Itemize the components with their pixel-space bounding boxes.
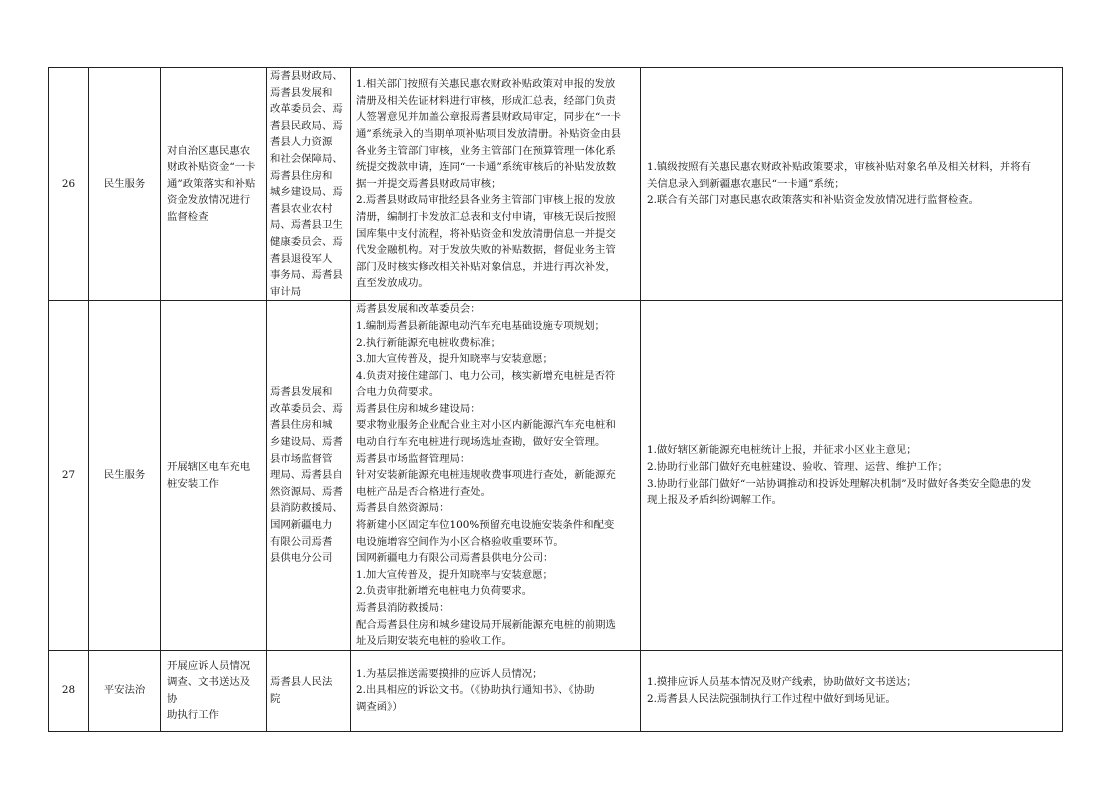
row-number: 27 [49,301,89,650]
row-town-duties: 1.镇级按照有关惠民惠农财政补贴政策要求，审核补贴对象名单及相关材料，并将有 关信息录入到新疆惠农惠民“一卡通”系统； 2.联合有关部门对惠民惠农政策落实和补贴资金发放情况进行监督检查。 [641,68,1063,301]
row-category: 民生服务 [89,68,161,301]
row-town-duties: 1.做好辖区新能源充电桩统计上报，并征求小区业主意见； 2.协助行业部门做好充电桩建设、验收、管理、运营、维护工作； 3.协助行业部门做好“一站协调推动和投诉处理解决机制”及时做好各类安全隐患的发 现上报及矛盾纠纷调解工作。 [641,301,1063,650]
row-county-duties: 焉耆县发展和改革委员会： 1.编制焉耆县新能源电动汽车充电基础设施专项规划； 2.执行新能源充电桩收费标准； 3.加大宣传普及，提升知晓率与安装意愿； 4.负责对接住建部门、电力公司，核实新增充电桩是否符 合电力负荷要求。 焉耆县住房和城乡建设局： 要求物业服务企业配合业主对小区内新能源汽车充电桩和 电动自行车充电桩进行现场选址查勘，做好安全管理。 焉耆县市场监督管理局： 针对安装新能源充电桩违规收费事项进行查处，新能源充 电桩产品是否合格进行查处。 焉耆县自然资源局： 将新建小区固定车位100%预留充电设施安装条件和配变 电设施增容空间作为小区合格验收重要环节。 国网新疆电力有限公司焉耆县供电分公司： 1.加大宣传普及，提升知晓率与安装意愿； 2.负责审批新增充电桩电力负荷要求。 焉耆县消防救援局： 配合焉耆县住房和城乡建设局开展新能源充电桩的前期选 址及后期安装充电桩的验收工作。 [351,301,641,650]
responsibility-table [48,67,1063,732]
table-row [49,301,1063,650]
row-departments: 焉耆县人民法 院 [267,650,351,731]
row-item: 开展应诉人员情况 调查、文书送达及协 助执行工作 [161,650,267,731]
row-county-duties: 1.相关部门按照有关惠民惠农财政补贴政策对申报的发放 清册及相关佐证材料进行审核，形成汇总表，经部门负责 人签署意见并加盖公章报焉耆县财政局审定，同步在“一卡 通”系统录入的当期单项补贴项目发放清册。补贴资金由县 各业务主管部门审核，业务主管部门在预算管理一体化系 统提交拨款申请，连同“一卡通”系统审核后的补贴发放数 据一并提交焉耆县财政局审核； 2.焉耆县财政局审批经县各业务主管部门审核上报的发放 清册，编制打卡发放汇总表和支付申请，审核无误后按照 国库集中支付流程，将补贴资金和发放清册信息一并提交 代发金融机构。对于发放失败的补贴数据，督促业务主管 部门及时核实修改相关补贴对象信息，并进行再次补发， 直至发放成功。 [351,68,641,301]
row-number: 26 [49,68,89,301]
row-item: 开展辖区电车充电 桩安装工作 [161,301,267,650]
row-departments: 焉耆县发展和 改革委员会、焉 耆县住房和城 乡建设局、焉耆 县市场监督管 理局、焉耆县自 然资源局、焉耆 县消防救援局、 国网新疆电力 有限公司焉耆 县供电分公司 [267,301,351,650]
table-row [49,650,1063,731]
table-row [49,68,1063,301]
row-category: 平安法治 [89,650,161,731]
row-town-duties: 1.摸排应诉人员基本情况及财产线索，协助做好文书送达； 2.焉耆县人民法院强制执行工作过程中做好到场见证。 [641,650,1063,731]
row-number: 28 [49,650,89,731]
row-category: 民生服务 [89,301,161,650]
row-county-duties: 1.为基层推送需要摸排的应诉人员情况； 2.出具相应的诉讼文书。（《协助执行通知书》、《协助 调查函》） [351,650,641,731]
row-departments: 焉耆县财政局、 焉耆县发展和 改革委员会、焉 耆县民政局、焉 耆县人力资源 和社会保障局、 焉耆县住房和 城乡建设局、焉 耆县农业农村 局、焉耆县卫生 健康委员会、焉 耆县退役军人 事务局、焉耆县 审计局 [267,68,351,301]
row-item: 对自治区惠民惠农 财政补贴资金“一卡 通”政策落实和补贴 资金发放情况进行 监督检查 [161,68,267,301]
